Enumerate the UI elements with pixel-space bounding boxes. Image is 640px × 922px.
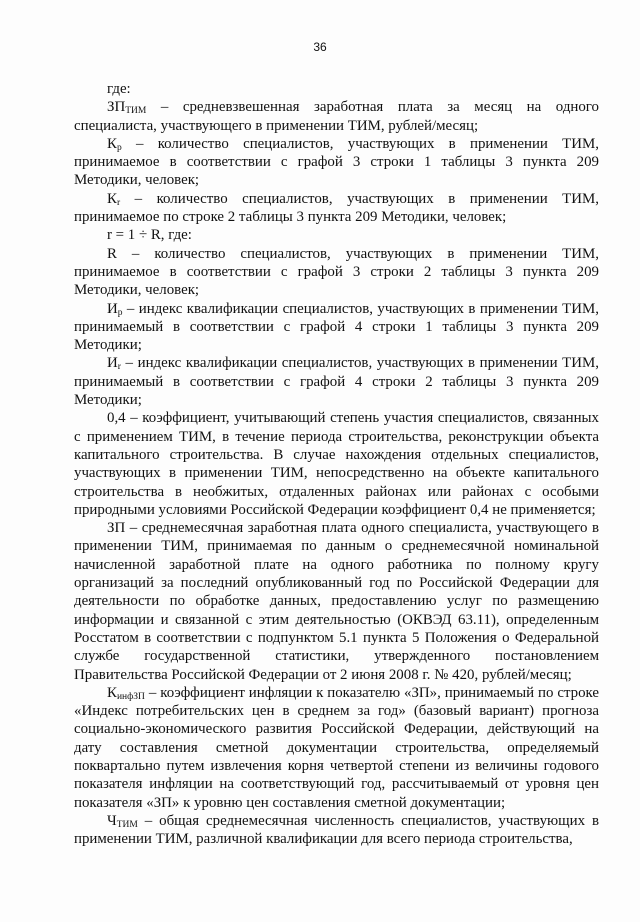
symbol-subscript: r [117,362,121,373]
definition-text: – индекс квалификации специалистов, участвующих в применении ТИМ, принимаемый в соответствии с графой 4 строки 1 таблицы 3 пункта 209 Методики; [74,300,599,354]
document-body [74,80,599,848]
definition-coefficient-04 [74,409,599,519]
symbol: К [107,135,117,152]
definition-text: – количество специалистов, участвующих в применении ТИМ, принимаемое по строке 2 таблицы 3 пункта 209 Методики, человек; [74,190,599,226]
symbol: Ч [107,812,117,829]
symbol-subscript: r [116,197,121,208]
definition-text: – количество специалистов, участвующих в применении ТИМ, принимаемое в соответствии с графой 3 строки 1 таблицы 3 пункта 209 Методики, человек; [74,135,599,189]
definition-text: – среднемесячная заработная плата одного специалиста, участвующего в применении ТИМ, принимаемая по данным о среднемесячной номинальной начисленной заработной плате на одного работника по полному кругу организаций за последний опубликованный год по Российской Федерации для деятельности по обработке данных, предоставлению услуг по размещению информации и связанной с этим деятельностью (ОКВЭД 63.11), определенным Росстатом в соответствии с подпунктом 5.1 пункта 5 Положения о Федеральной службе государственной статистики, утвержденного постановлением Правительства Российской Федерации от 2 июня 2008 г. № 420, рублей/месяц; [74,520,599,683]
definition-text: – общая среднемесячная численность специалистов, участвующих в применении ТИМ, различной квалификации для всего периода строительства, [74,812,599,848]
definition-text: – коэффициент инфляции к показателю «ЗП», принимаемый по строке «Индекс потребительских цен в среднем за год» (базовый вариант) прогноза социально-экономического развития Российской Федерации, действующий на дату составления сметной документации строительства, определяемый поквартально путем извлечения корня четвертой степени из величины годового показателя инфляции на соответствующий год, рассчитываемый от уровня цен показателя «ЗП» к уровню цен составления сметной документации; [74,684,599,811]
symbol-subscript: ТИМ [116,819,138,830]
symbol: И [107,355,118,372]
definition-text: где: [107,81,131,97]
definition-kp [74,135,599,190]
page-number: 36 [313,40,327,54]
definition-ch-tim [74,812,599,849]
symbol-subscript: ТИМ [125,106,147,117]
symbol: ЗП [107,520,126,537]
symbol-subscript: р [116,142,122,153]
definition-k-inf-zp [74,684,599,812]
definition-text: – средневзвешенная заработная плата за месяц на одного специалиста, участвующего в применении ТИМ, рублей/месяц; [74,99,599,134]
symbol: К [107,684,117,701]
definition-text: R – количество специалистов, участвующих в применении ТИМ, принимаемое в соответствии с графой 3 строки 2 таблицы 3 пункта 209 Методики, человек; [74,245,599,299]
symbol-subscript: инфЗП [116,691,145,702]
symbol: К [107,190,117,207]
symbol: И [107,300,118,317]
definition-kr [74,190,599,227]
definition-text: – индекс квалификации специалистов, участвующих в применении ТИМ, принимаемый в соответствии с графой 4 строки 2 таблицы 3 пункта 209 Методики; [74,355,599,409]
definition-R [74,245,599,300]
paragraph-where [74,80,599,98]
definition-ir [74,354,599,409]
definition-r-range [74,226,599,244]
definition-zp [74,519,599,684]
definition-ip [74,300,599,355]
symbol-subscript: р [117,307,123,318]
definition-text: 0,4 – коэффициент, учитывающий степень участия специалистов, связанных с применением ТИМ, в течение периода строительства, реконструкции объекта капитального строительства. В случае нахождения отдельных специалистов, участвующих в применении ТИМ, непосредственно на объекте капитального строительства в необжитых, отдаленных районах или районах с особыми природными условиями Российской Федерации коэффициент 0,4 не применяется; [74,410,599,518]
definition-text: r = 1 ÷ R, где: [107,227,192,244]
symbol: ЗП [107,99,126,116]
definition-zp-tim [74,98,599,135]
